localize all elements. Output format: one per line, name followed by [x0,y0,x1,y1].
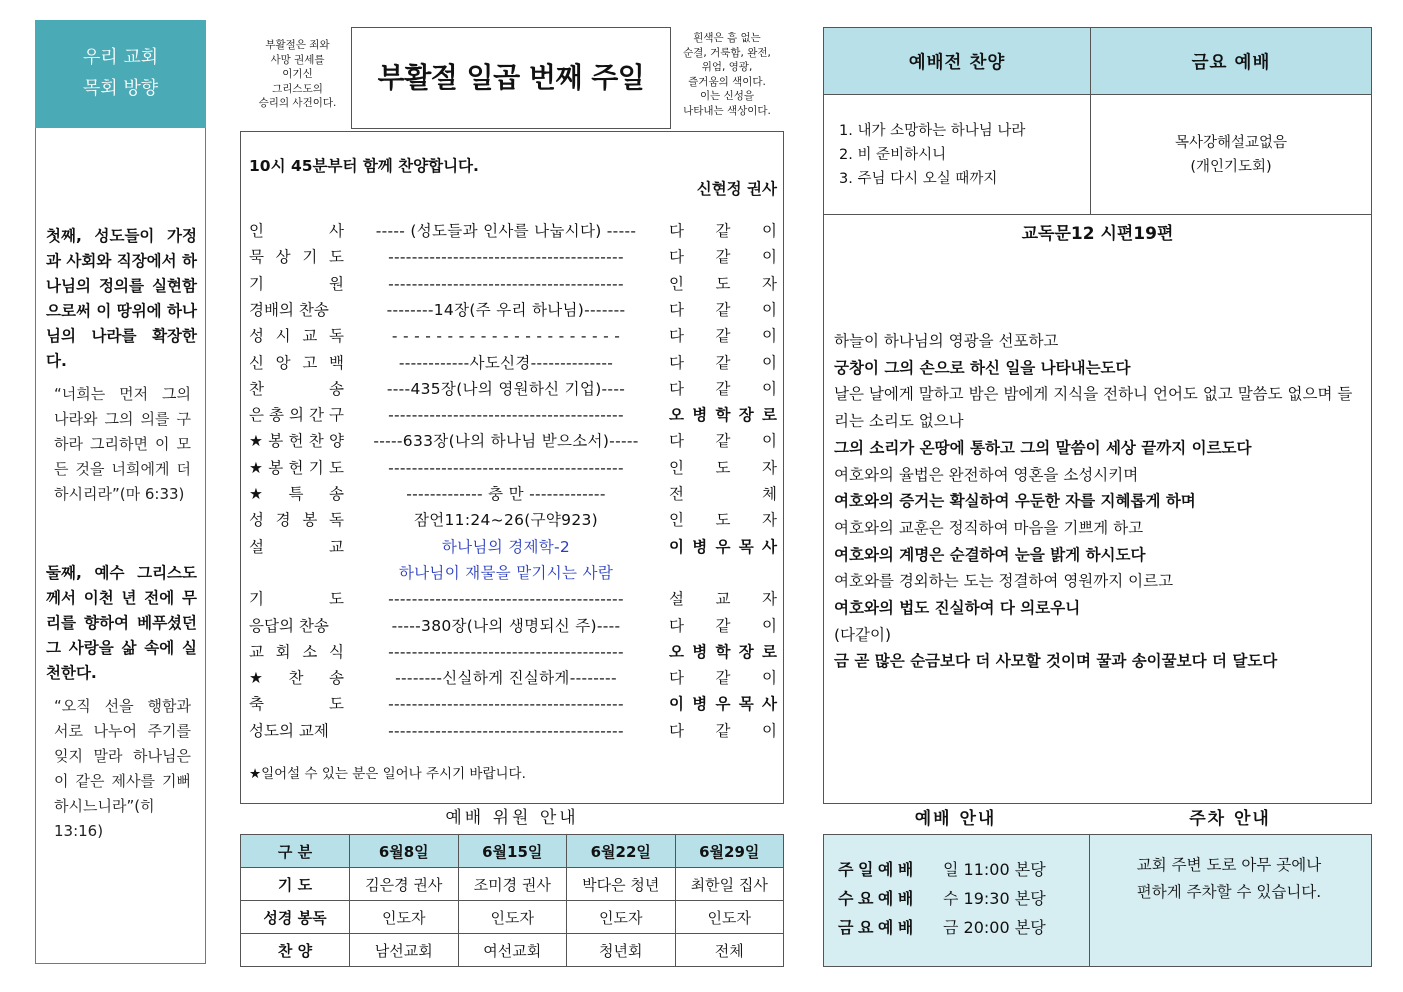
service-row [838,913,1046,942]
order-detail: ---------------------------------------- [388,642,624,661]
order-item [249,613,779,639]
order-person: 다 같 이 [669,300,777,319]
table-row [241,934,784,967]
order-item [249,691,779,717]
friday-line: 목사강해설교없음 [1174,134,1288,151]
order-detail: -----380장(나의 생명되신 주)---- [391,616,621,635]
table-cell: 최한일 집사 [675,868,784,901]
friday-line: (개인기도회) [1190,158,1272,175]
worship-info-title: 예배 안내 [914,809,997,829]
praise-friday-table [823,27,1372,215]
row-label: 찬 양 [241,934,350,967]
order-label: ★ 찬 송 [249,669,344,688]
table-row [241,901,784,934]
order-item [249,244,779,270]
order-detail: ---------------------------------------- [388,458,624,477]
order-person: 전 체 [669,485,777,503]
service-name: 금요예배 [838,918,918,937]
order-detail: 하나님의 경제학-2 [441,537,571,556]
note-line: 사망 권세를 [270,53,325,66]
info-titles [823,804,1372,834]
note-line: 이기신 [282,68,313,81]
order-item [249,455,779,481]
order-label: 교 회 소 식 [249,642,344,661]
church-direction-body [35,128,206,964]
col-header: 6월29일 [675,835,784,868]
reading-line: 여호와의 율법은 완전하여 영혼을 소성시키며 [834,465,1139,484]
note-line: 순결, 거룩함, 완전, [683,46,771,59]
order-detail: ---------------------------------------- [388,406,624,425]
reading-line: 날은 날에게 말하고 밤은 밤에게 지식을 전하니 언어도 없고 말씀도 없으며 들리는 소리도 없으나 [834,385,1353,431]
order-person: 다 같 이 [669,327,777,346]
service-time: 금 20:00 본당 [943,918,1046,937]
row-label: 성경 봉독 [241,901,350,934]
order-detail: ----- (성도들과 인사를 나눕시다) ----- [375,222,637,240]
order-person: 인 도 자 [669,511,777,530]
table-cell: 남선교회 [350,934,459,967]
row-label: 기 도 [241,868,350,901]
col-header: 6월22일 [567,835,676,868]
order-person: 오 병 학 장 로 [669,642,777,661]
note-line: 그리스도의 [272,82,323,95]
order-item [249,271,779,297]
order-label: ★ 특 송 [249,485,344,503]
order-detail: ---------------------------------------- [388,695,624,714]
order-item [249,586,779,612]
reading-line: 여호와를 경외하는 도는 정결하여 영원까지 이르고 [834,572,1174,591]
order-person: 이 병 우 목 사 [669,537,777,556]
parking-line: 교회 주변 도로 아무 곳에나 [1136,856,1322,874]
order-item [249,534,779,560]
note-line: 즐거움의 색이다. [688,75,766,88]
order-person: 인 도 자 [669,458,777,477]
table-header-row [241,835,784,868]
order-item [249,481,779,507]
order-label: 찬 송 [249,379,344,398]
order-label: 성도의 교제 [249,721,329,740]
reading-lines [824,244,1371,675]
table-row [241,868,784,901]
order-item [249,507,779,533]
header-line-2: 목회 방향 [82,78,159,99]
order-person: 설 교 자 [669,590,777,609]
order-detail: ------------- 충 만 ------------- [406,485,606,503]
table-cell: 김은경 권사 [350,868,459,901]
order-person: 다 같 이 [669,721,777,740]
note-line: 나타내는 색상이다. [683,104,771,117]
order-item [249,639,779,665]
table-cell: 인도자 [675,901,784,934]
parking-text [1114,852,1344,906]
note-line: 위엄, 영광, [701,61,753,74]
order-label: 성 시 교 독 [249,327,344,346]
song-list [824,95,1091,215]
reading-line: 여호와의 법도 진실하여 다 의로우니 [834,599,1081,618]
reading-title: 교독문12 시편19편 [1021,224,1174,244]
order-detail: 하나님이 재물을 맡기시는 사람 [398,563,614,582]
table-cell: 인도자 [458,901,567,934]
direction-second: 둘째, 예수 그리스도께서 이천 년 전에 무리를 향하여 베푸셨던 그 사랑을 삶 속에 실천한다. [46,564,197,682]
service-time: 수 19:30 본당 [943,889,1046,908]
song-item: 2. 비 준비하시니 [839,146,947,163]
staff-title: 예배 위원 안내 [445,808,579,828]
service-name: 수요예배 [838,889,918,908]
col-header: 6월15일 [458,835,567,868]
order-person: 다 같 이 [669,353,777,372]
white-color-note [674,31,780,119]
order-person: 오 병 학 장 로 [669,406,777,425]
table-cell: 인도자 [567,901,676,934]
order-label: ★ 봉 헌 찬 양 [249,432,344,451]
service-time: 일 11:00 본당 [943,860,1046,879]
order-label: ★ 봉 헌 기 도 [249,458,344,477]
reading-line: 여호와의 교훈은 정직하여 마음을 기쁘게 하고 [834,518,1144,537]
order-detail: ---------------------------------------- [388,590,624,609]
col-header: 6월8일 [350,835,459,868]
table-cell: 전체 [675,934,784,967]
order-item [249,718,779,744]
order-label: 묵 상 기 도 [249,248,344,267]
service-row [838,884,1046,913]
service-row [838,855,1046,884]
table-cell: 청년회 [567,934,676,967]
table-cell: 여선교회 [458,934,567,967]
order-person: 인 도 자 [669,274,777,293]
order-detail: ---------------------------------------- [388,721,624,740]
order-label: 축 도 [249,695,344,714]
order-item [249,323,779,349]
praise-intro: 10시 45분부터 함께 찬양합니다. [249,157,479,175]
friday-title: 금요 예배 [1091,28,1372,95]
order-item [249,560,779,586]
service-name: 주일예배 [838,860,918,879]
friday-info [1091,95,1372,215]
order-item [249,350,779,376]
order-person: 다 같 이 [669,432,777,451]
reading-line: (다같이) [834,625,892,644]
direction-first: 첫째, 성도들이 가정과 사회와 직장에서 하나님의 정의를 실현함으로써 이 땅위에 하나님의 나라를 확장한다. [46,227,197,370]
order-item [249,297,779,323]
reading-line: 그의 소리가 온땅에 통하고 그의 말씀이 세상 끝까지 이르도다 [834,438,1252,457]
divider [1089,835,1090,966]
church-direction-header [35,20,206,128]
order-item [249,428,779,454]
order-label: 기 원 [249,274,344,293]
order-item [249,376,779,402]
order-label: 은 총 의 간 구 [249,406,344,425]
quote-hebrews: “오직 선을 행함과 서로 나누어 주기를 잊지 말라 하나님은 이 같은 제사를 기뻐하시느니라”(히 13:16) [54,697,191,840]
reading-line: 하늘이 하나님의 영광을 선포하고 [834,332,1059,350]
parking-line: 편하게 주차할 수 있습니다. [1136,883,1322,901]
order-of-worship [240,131,784,804]
order-label: 기 도 [249,590,344,609]
order-person: 다 같 이 [669,379,777,398]
order-label: 신 앙 고 백 [249,353,344,372]
order-detail: 잠언11:24~26(구약923) [413,511,599,530]
pre-worship-title: 예배전 찬양 [824,28,1091,95]
table-cell: 박다은 청년 [567,868,676,901]
order-item [249,665,779,691]
order-label: 인 사 [249,222,344,240]
order-detail: --------신실하게 진실하게-------- [395,669,617,688]
table-cell: 조미경 권사 [458,868,567,901]
note-line: 승리의 사건이다. [258,97,337,110]
song-item: 3. 주님 다시 오실 때까지 [839,170,998,187]
order-item [249,402,779,428]
table-cell: 인도자 [350,901,459,934]
praise-leader: 신현정 권사 [696,180,777,198]
order-person: 다 같 이 [669,222,777,240]
order-person: 이 병 우 목 사 [669,695,777,714]
order-detail: --------14장(주 우리 하나님)------- [386,300,626,319]
order-person: 다 같 이 [669,669,777,688]
page-title: 부활절 일곱 번째 주일 [351,27,671,129]
order-detail: - - - - - - - - - - - - - - - - - - - - - [391,327,621,346]
order-person: 다 같 이 [669,248,777,267]
order-label: 설 교 [249,537,344,556]
stand-footnote: ★일어설 수 있는 분은 일어나 주시기 바랍니다. [249,766,526,782]
order-detail: ----435장(나의 영원하신 기업)---- [386,379,626,398]
order-detail: ------------사도신경-------------- [398,353,614,372]
service-parking-box [823,834,1372,967]
song-item: 1. 내가 소망하는 하나님 나라 [839,122,1026,139]
staff-table [240,834,784,967]
order-detail: ---------------------------------------- [388,248,624,267]
reading-line: 궁창이 그의 손으로 하신 일을 나타내는도다 [834,358,1131,377]
parking-info-title: 주차 안내 [1189,809,1271,829]
order-label: 응답의 찬송 [249,616,329,635]
note-line: 이는 신성을 [699,90,755,103]
reading-line: 여호와의 증거는 확실하여 우둔한 자를 지혜롭게 하며 [834,492,1196,511]
order-detail: ---------------------------------------- [388,274,624,293]
note-line: 부활절은 죄와 [265,39,330,51]
note-line: 흰색은 흠 없는 [693,32,761,44]
header-line-1: 우리 교회 [82,47,159,68]
order-item [249,218,779,244]
order-detail: -----633장(나의 하나님 받으소서)----- [373,432,639,451]
reading-line: 금 곧 많은 순금보다 더 사모할 것이며 꿀과 송이꿀보다 더 달도다 [834,652,1278,671]
order-person: 다 같 이 [669,616,777,635]
order-label: 성 경 봉 독 [249,511,344,530]
reading-line: 여호와의 계명은 순결하여 눈을 밝게 하시도다 [834,545,1146,564]
order-label: 경배의 찬송 [249,300,329,319]
responsive-reading [823,212,1372,804]
col-header: 구 분 [241,835,350,868]
easter-note [245,38,350,111]
quote-matthew: “너희는 먼저 그의 나라와 그의 의를 구하라 그리하면 이 모든 것을 너희에게 더하시리라”(마 6:33) [54,385,191,503]
